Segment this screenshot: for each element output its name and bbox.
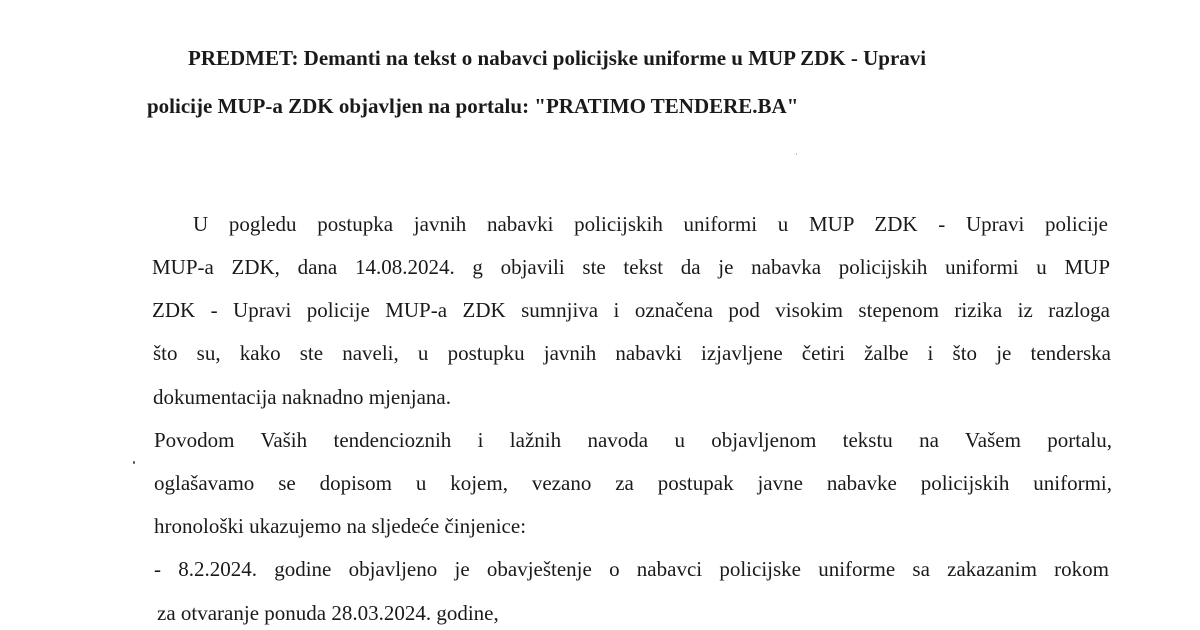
paragraph-1-line-3: ZDK - Upravi policije MUP-a ZDK sumnjiva i označena pod visokim stepenom rizika iz razloga [152, 298, 1110, 322]
scan-speck [796, 153, 797, 155]
paragraph-1-line-2: MUP-a ZDK, dana 14.08.2024. g objavili ste tekst da je nabavka policijskih uniformi u MUP [152, 255, 1110, 279]
paragraph-2-line-1: Povodom Vaših tendencioznih i lažnih navoda u objavljenom tekstu na Vašem portalu, [154, 428, 1112, 452]
bullet-1-line-2: za otvaranje ponuda 28.03.2024. godine, [157, 601, 499, 625]
subject-line-2: policije MUP-a ZDK objavljen na portalu: "PRATIMO TENDERE.BA" [147, 94, 799, 118]
bullet-1-line-1: - 8.2.2024. godine objavljeno je obavještenje o nabavci policijske uniforme sa zakazanim rokom [154, 557, 1109, 581]
paragraph-2-line-3: hronološki ukazujemo na sljedeće činjenice: [154, 514, 527, 538]
subject-line-1: PREDMET: Demanti na tekst o nabavci policijske uniforme u MUP ZDK - Upravi [188, 46, 927, 70]
paragraph-2-line-2: oglašavamo se dopisom u kojem, vezano za postupak javne nabavke policijskih uniformi, [154, 471, 1112, 495]
scan-speck [133, 461, 135, 464]
paragraph-1-line-5: dokumentacija naknadno mjenjana. [153, 385, 451, 409]
paragraph-1-line-1: U pogledu postupka javnih nabavki policijskih uniformi u MUP ZDK - Upravi policije [193, 212, 1108, 236]
paragraph-1-line-4: što su, kako ste naveli, u postupku javnih nabavki izjavljene četiri žalbe i što je tenderska [153, 341, 1111, 365]
